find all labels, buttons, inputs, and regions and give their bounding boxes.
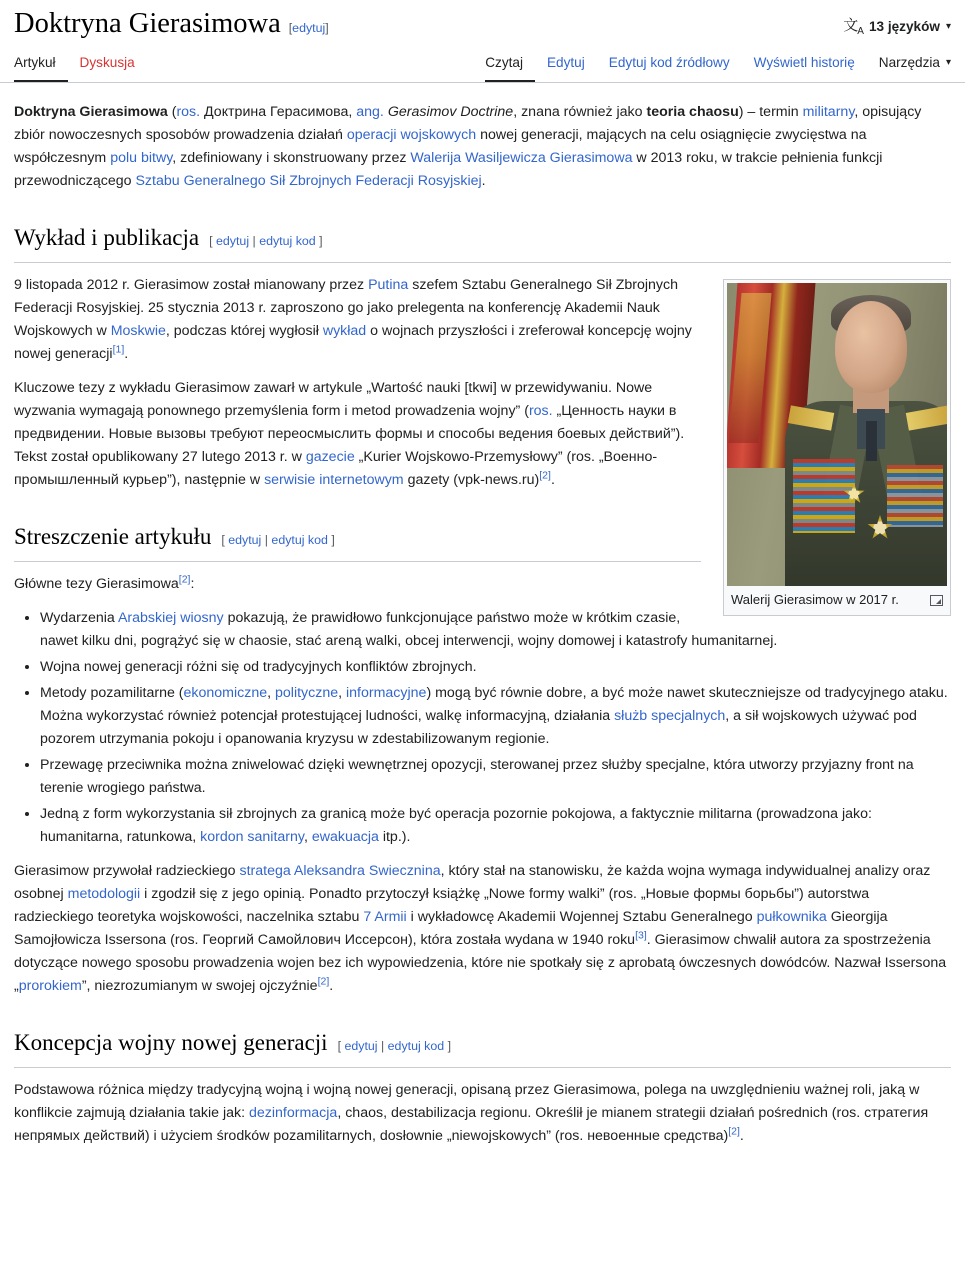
paragraph-s3-p1: Podstawowa różnica między tradycyjną wojną i wojną nowej generacji, opisaną przez Gierasimowa, polega na uwzględnieniu ważnej roli, jaką w konflikcie zajmują działania takie jak: dezinformacja, chaos, destabilizacja regionu. Określił je mianem strategii działań pośrednich (ros. стратегия непрямых действий) i użyciem środków pozamilitarnych, dosłownie „niewojskowych” (ros. невоенные средства)[2]. [14, 1082, 929, 1145]
tab-view-history[interactable]: Wyświetl historię [753, 54, 855, 70]
view-tabs [485, 52, 951, 82]
link-ang[interactable]: ang. [356, 103, 384, 120]
link-serwis-internetowy[interactable]: serwisie internetowym [264, 471, 404, 488]
reference-1[interactable]: [1] [112, 343, 125, 356]
paragraph-s2-tail: Gierasimow przywołał radzieckiego stratega Aleksandra Swiecznina, który stał na stanowisku, że każda wojna wymaga indywidualnej analizy oraz osobnej metodologii i zgodził się z jego opinią. Ponadto przytoczył książkę „Nowe formy walki” (ros. „Новые формы борьбы”) autorstwa radzieckiego teoretyka wojskowości, naczelnika sztabu 7 Armii i wykładowcę Akademii Wojennej Sztabu Generalnego pułkownika Gieorgija Samojłowicza Issersona (ros. Георгий Самойлович Иссерсон), która została wydana w 1940 roku[3]. Gierasimow chwalił autora za spostrzeżenia dotyczące nowego sposobu prowadzenia wojen bez ich wypowiedzenia, które nie spotkały się z aprobatą ówczesnych dowódców. Nazwał Issersona „prorokiem”, niezrozumianym w swojej ojczyźnie[2]. [14, 863, 947, 995]
section-edit-link[interactable]: edytuj [228, 532, 262, 547]
language-count-label[interactable]: 13 języków [868, 19, 940, 35]
list-item: • Jedną z form wykorzystania sił zbrojnych za granicą może być operacja pozornie pokojowa, a faktycznie militarna (prowadzona jako: humanitarna, ratunkowa, kordon sanitarny, ewakuacja itp.). [40, 803, 951, 849]
thesis-list [14, 607, 951, 849]
figure-gierasimow[interactable] [723, 279, 951, 616]
tools-label: Narzędzia [878, 54, 940, 70]
link-swiecznin[interactable]: stratega Aleksandra Swiecznina [239, 863, 441, 880]
section-title: Wykład i publikacja [14, 224, 200, 250]
reference-2[interactable]: [2] [728, 1125, 740, 1138]
chevron-down-icon: ▾ [945, 21, 951, 32]
section-edit-code-link[interactable]: edytuj kod [387, 1039, 445, 1054]
language-icon: 文$_A$ [843, 17, 863, 37]
section-edit-link[interactable]: edytuj [216, 233, 250, 248]
list-item: • Wojna nowej generacji różni się od tradycyjnych konfliktów zbrojnych. [40, 656, 951, 679]
section-edit-link[interactable]: edytuj [344, 1039, 378, 1054]
title-edit-link[interactable] [289, 18, 329, 38]
tab-tools[interactable] [867, 52, 951, 82]
link-pole-bitwy[interactable]: polu bitwy [110, 149, 173, 166]
paragraph-s2-intro: Główne tezy Gierasimowa[2]: [14, 573, 195, 593]
link-militarny[interactable]: militarny [802, 103, 855, 120]
lead-alt-term: teoria chaosu [646, 103, 739, 120]
link-putin[interactable]: Putina [368, 276, 409, 293]
tab-bar [0, 50, 965, 83]
lead-paragraph: Doktryna Gierasimowa (ros. Доктрина Герасимова, ang. Gerasimov Doctrine, znana również jako teoria chaosu) – termin militarny, opisujący zbiór nowoczesnych sposobów prowadzenia działań operacji wojskowych nowej generacji, mających na celu osiągnięcie zwycięstwa na współczesnym polu bitwy, zdefiniowany i skonstruowany przez Walerija Wasiljewicza Gierasimowa w 2013 roku, w trakcie pełnienia funkcji przewodniczącego Sztabu Generalnego Sił Zbrojnych Federacji Rosyjskiej. [14, 103, 922, 189]
bracket-close: ] [325, 21, 329, 35]
link-7-armii[interactable]: 7 Armii [363, 909, 407, 926]
section-heading-streszczenie [14, 518, 701, 562]
link-kordon-sanitarny[interactable]: kordon sanitarny [200, 829, 304, 846]
link-operacje-wojskowe[interactable]: operacji wojskowych [346, 126, 477, 143]
link-gazeta[interactable]: gazecie [305, 448, 355, 465]
tab-discussion[interactable]: Dyskusja [79, 54, 135, 70]
section-edit-links[interactable]: [ edytuj | edytuj kod ] [209, 233, 323, 248]
section-title: Koncepcja wojny nowej generacji [14, 1030, 328, 1056]
lead-term: Doktryna Gierasimowa [14, 103, 168, 120]
link-ewakuacja[interactable]: ewakuacja [311, 829, 379, 846]
namespace-tabs [14, 52, 147, 82]
link-informacyjne[interactable]: informacyjne [346, 685, 427, 702]
section-edit-code-link[interactable]: edytuj kod [271, 532, 328, 547]
link-wyklad[interactable]: wykład [322, 322, 367, 339]
link-metodologia[interactable]: metodologii [67, 886, 141, 903]
portrait-image[interactable] [727, 283, 947, 586]
page-header [0, 0, 965, 44]
reference-2[interactable]: [2] [178, 573, 191, 586]
page-title: Doktryna Gierasimowa [14, 8, 281, 39]
reference-2[interactable]: [2] [539, 469, 551, 482]
paragraph-s1-p1: 9 listopada 2012 r. Gierasimow został mianowany przez Putina szefem Sztabu Generalnego Sił Zbrojnych Federacji Rosyjskiej. 25 stycznia 2013 r. zaproszono go jako prelegenta na konferencję Akademii Nauk Wojskowych w Moskwie, podczas której wygłosił wykład o wojnach przyszłości i zreferował koncepcję wojny nowej generacji[1]. [14, 276, 692, 362]
article-content [0, 101, 965, 1169]
link-pulkownik[interactable]: pułkownika [756, 909, 827, 926]
reference-2[interactable]: [2] [317, 975, 330, 988]
paragraph-s1-p2: Kluczowe tezy z wykładu Gierasimow zawarł w artykule „Wartość nauki [tkwi] w przewidywaniu. Nowe wyzwania wymagają ponownego przemyślenia form i metod prowadzenia wojny” (ros. „Ценность науки в предвидении. Новые вызовы требуют переосмыслить формы и способы ведения боевых действий”). Tekst został opublikowany 27 lutego 2013 r. w gazecie „Kurier Wojskowo-Przemysłowy” (ros. „Военно-промышленный курьер”), następnie w serwisie internetowym gazety (vpk-news.ru)[2]. [14, 379, 685, 488]
link-sluzby-specjalne[interactable]: służb specjalnych [614, 708, 726, 725]
tab-article[interactable]: Artykuł [14, 52, 68, 82]
list-item: • Metody pozamilitarne (ekonomiczne, polityczne, informacyjne) mogą być równie dobre, a być może nawet skuteczniejsze od tradycyjnego ataku. Można wykorzystać również potencjał protestującej ludności, walkę informacyjną, działania służb specjalnych, a sił wojskowych używać pod pozorem utrzymania pokoju i opanowania kryzysu w zdestabilizowanym regionie. [40, 682, 951, 751]
list-item: • Wydarzenia Arabskiej wiosny pokazują, że prawidłowo funkcjonujące państwo może w krótkim czasie, nawet kilku dni, pogrążyć się w chaosie, stać areną walki, obcej interwencji, wojny domowej i katastrofy humanitarnej. [40, 607, 951, 653]
link-prorok[interactable]: prorokiem [18, 978, 82, 995]
edit-label[interactable]: edytuj [292, 21, 326, 35]
list-item: • Przewagę przeciwnika można zniwelować dzięki wewnętrznej opozycji, sterowanej przez służby specjalne, która utworzy przyjazny front na terenie wrogiego państwa. [40, 754, 951, 800]
section-edit-links[interactable]: [ edytuj | edytuj kod ] [337, 1039, 452, 1054]
link-moskwa[interactable]: Moskwie [110, 322, 166, 339]
bracket-open: [ [288, 21, 293, 35]
link-ekonomiczne[interactable]: ekonomiczne [183, 685, 268, 702]
section-edit-links[interactable]: [ edytuj | edytuj kod ] [221, 532, 335, 547]
reference-3[interactable]: [3] [635, 929, 647, 942]
portrait-illustration [727, 283, 947, 586]
english-term: Gerasimov Doctrine [383, 103, 514, 120]
section-title: Streszczenie artykułu [14, 523, 212, 549]
enlarge-icon[interactable] [930, 595, 943, 606]
figure-caption-text: Walerij Gierasimow w 2017 r. [731, 591, 899, 607]
title-wrap [14, 6, 329, 42]
link-ros[interactable]: ros. [528, 402, 553, 419]
link-ros[interactable]: ros. [176, 103, 201, 120]
tab-edit-source[interactable]: Edytuj kod źródłowy [608, 54, 730, 70]
section-heading-wyklad [14, 219, 951, 263]
link-dezinformacja[interactable]: dezinformacja [249, 1105, 338, 1122]
section-edit-code-link[interactable]: edytuj kod [259, 233, 316, 248]
link-arabska-wiosna[interactable]: Arabskiej wiosny [117, 610, 224, 627]
tab-edit[interactable]: Edytuj [546, 54, 585, 70]
link-sztab-generalny[interactable]: Sztabu Generalnego Sił Zbrojnych Federacji Rosyjskiej [135, 172, 482, 189]
link-gierasimow[interactable]: Walerija Wasiljewicza Gierasimowa [410, 149, 633, 166]
section-heading-koncepcja [14, 1024, 951, 1068]
link-polityczne[interactable]: polityczne [275, 685, 339, 702]
language-selector[interactable] [843, 6, 951, 40]
figure-caption [727, 586, 947, 612]
chevron-down-icon: ▾ [945, 56, 951, 68]
tab-read[interactable]: Czytaj [485, 52, 535, 82]
